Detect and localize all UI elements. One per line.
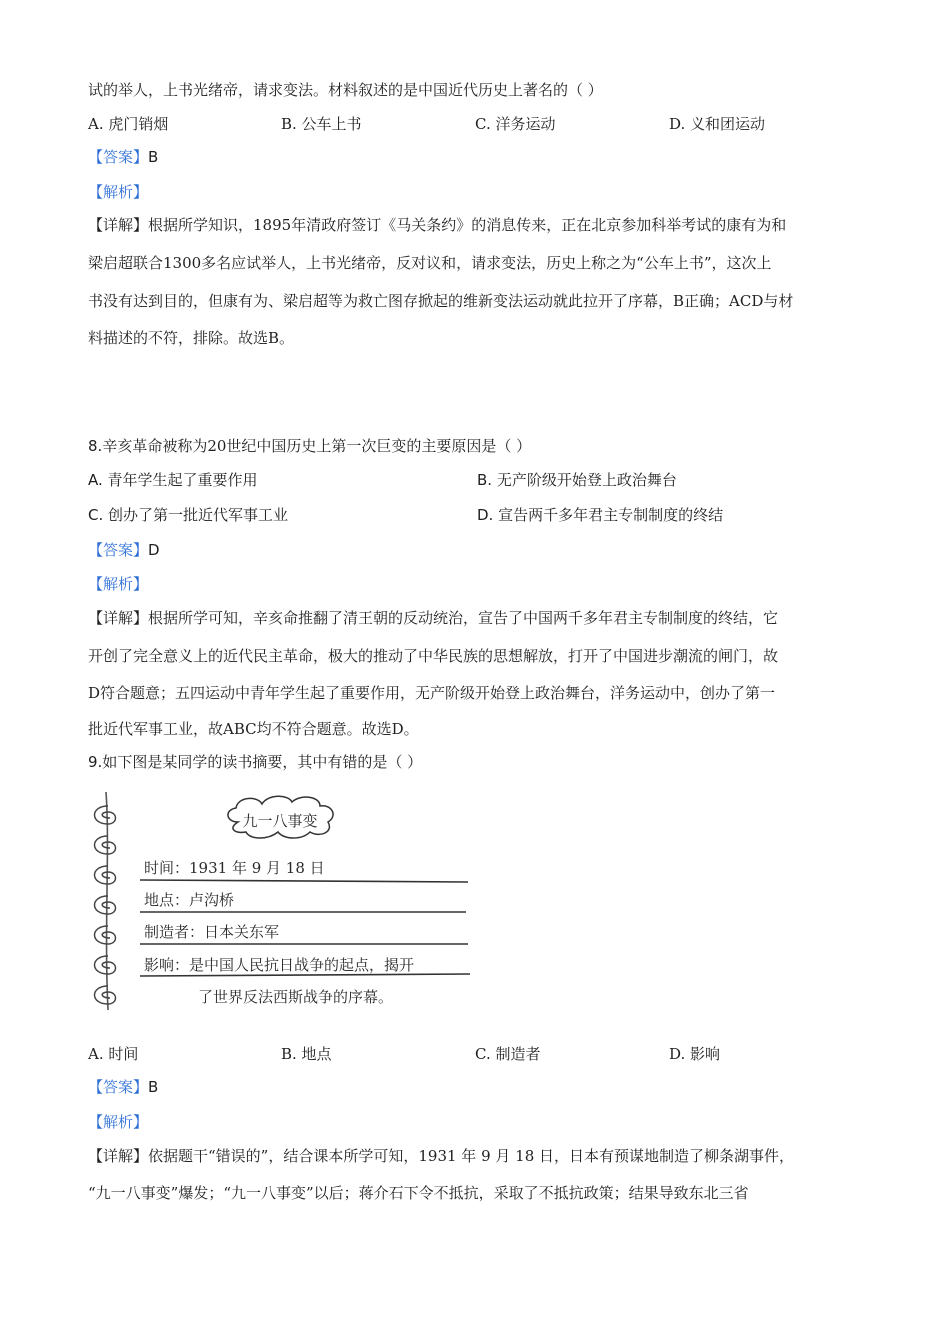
q8-option-a xyxy=(88,469,258,491)
reading-notes-figure xyxy=(88,788,480,1016)
question-text: 辛亥革命被称为20世纪中国历史上第一次巨变的主要原因是（ ） xyxy=(102,437,532,455)
spiral-ring xyxy=(95,806,116,824)
detail-tag: 【详解】 xyxy=(88,1147,149,1165)
q7-detail-line-4: 料描述的不符，排除。故选B。 xyxy=(88,329,295,347)
figure-line-maker: 制造者：日本关东军 xyxy=(144,923,280,941)
answer-tag: 【答案】 xyxy=(88,148,149,166)
answer-tag: 【答案】 xyxy=(88,541,149,559)
q7-option-b: B. 公车上书 xyxy=(281,115,362,133)
option-letter: A. xyxy=(88,471,103,489)
q7-option-c: C. 洋务运动 xyxy=(475,115,556,133)
q8-option-d xyxy=(477,504,723,526)
q9-stem xyxy=(88,751,870,773)
q8-answer xyxy=(88,539,870,561)
q7-option-d: D. 义和团运动 xyxy=(669,115,766,133)
detail-text: 根据所学可知，辛亥命推翻了清王朝的反动统治，宣告了中国两千多年君主专制制度的终结，它 xyxy=(148,609,779,627)
q8-option-c xyxy=(88,504,288,526)
spiral-ring xyxy=(95,956,116,974)
q8-detail-line-2: 开创了完全意义上的近代民主革命，极大的推动了中华民族的思想解放，打开了中国进步潮流的闸门，故 xyxy=(88,647,779,665)
figure-line-time: 时间：1931 年 9 月 18 日 xyxy=(144,859,325,877)
q9-answer xyxy=(88,1076,870,1098)
analysis-tag: 【解析】 xyxy=(88,1113,149,1131)
option-text: 宣告两千多年君主专制制度的终结 xyxy=(493,506,724,524)
question-text: 如下图是某同学的读书摘要，其中有错的是（ ） xyxy=(102,753,423,771)
q8-analysis-tag xyxy=(88,573,870,595)
question-number: 9. xyxy=(88,753,103,771)
option-letter: C. xyxy=(88,506,104,524)
spiral-rings xyxy=(95,806,116,1004)
q7-detail-line-2: 梁启超联合1300多名应试举人，上书光绪帝，反对议和，请求变法，历史上称之为“公车上书”，这次上 xyxy=(88,254,772,272)
question-number: 8. xyxy=(88,437,103,455)
q9-option-a: A. 时间 xyxy=(88,1045,139,1063)
detail-tag: 【详解】 xyxy=(88,216,149,234)
ruled-line xyxy=(140,974,470,976)
detail-tag: 【详解】 xyxy=(88,609,149,627)
q9-option-d: D. 影响 xyxy=(669,1045,721,1063)
q7-stem-tail: 试的举人，上书光绪帝，请求变法。材料叙述的是中国近代历史上著名的（ ） xyxy=(88,81,603,99)
q7-analysis-tag xyxy=(88,181,870,203)
spiral-ring xyxy=(95,986,116,1004)
figure-line-impact-cont: 了世界反法西斯战争的序幕。 xyxy=(198,988,394,1006)
spiral-ring xyxy=(95,896,116,914)
q7-detail-line-1 xyxy=(88,214,870,236)
q9-detail-line-1 xyxy=(88,1145,870,1167)
q7-option-a: A. 虎门销烟 xyxy=(88,115,169,133)
answer-value: D xyxy=(148,541,160,559)
analysis-tag: 【解析】 xyxy=(88,183,149,201)
figure-line-place: 地点：卢沟桥 xyxy=(144,891,235,909)
ruled-line xyxy=(140,880,468,882)
q7-answer xyxy=(88,146,870,168)
option-text: 无产阶级开始登上政治舞台 xyxy=(492,471,677,489)
q9-option-c: C. 制造者 xyxy=(475,1045,541,1063)
q8-detail-line-1 xyxy=(88,607,870,629)
answer-value: B xyxy=(148,148,159,166)
option-letter: B. xyxy=(477,471,493,489)
notebook-drawing xyxy=(88,788,480,1016)
detail-text: 依据题干“错误的”，结合课本所学可知，1931 年 9 月 18 日，日本有预谋地制造了柳条湖事件， xyxy=(148,1147,795,1165)
analysis-tag: 【解析】 xyxy=(88,575,149,593)
figure-title: 九一八事变 xyxy=(242,812,318,830)
spiral-ring xyxy=(95,926,116,944)
spiral-ring xyxy=(95,836,116,854)
q8-stem xyxy=(88,435,870,457)
option-text: 青年学生起了重要作用 xyxy=(102,471,258,489)
q8-option-b xyxy=(477,469,677,491)
q8-detail-line-3: D符合题意；五四运动中青年学生起了重要作用，无产阶级开始登上政治舞台，洋务运动中，创办了第一 xyxy=(88,684,776,702)
q9-analysis-tag xyxy=(88,1111,870,1133)
answer-tag: 【答案】 xyxy=(88,1078,149,1096)
answer-value: B xyxy=(148,1078,159,1096)
q9-detail-line-2: “九一八事变”爆发；“九一八事变”以后；蒋介石下令不抵抗，采取了不抵抗政策；结果导致东北三省 xyxy=(88,1184,749,1202)
option-letter: D. xyxy=(477,506,494,524)
spiral-ring xyxy=(95,866,116,884)
figure-line-impact: 影响：是中国人民抗日战争的起点，揭开 xyxy=(144,956,415,974)
detail-text: 根据所学知识，1895年清政府签订《马关条约》的消息传来，正在北京参加科举考试的康有为和 xyxy=(148,216,787,234)
q7-detail-line-3: 书没有达到目的，但康有为、梁启超等为救亡图存掀起的维新变法运动就此拉开了序幕，B正确；ACD与材 xyxy=(88,292,794,310)
q9-option-b: B. 地点 xyxy=(281,1045,332,1063)
option-text: 创办了第一批近代军事工业 xyxy=(103,506,289,524)
q8-detail-line-4: 批近代军事工业，故ABC均不符合题意。故选D。 xyxy=(88,720,419,738)
